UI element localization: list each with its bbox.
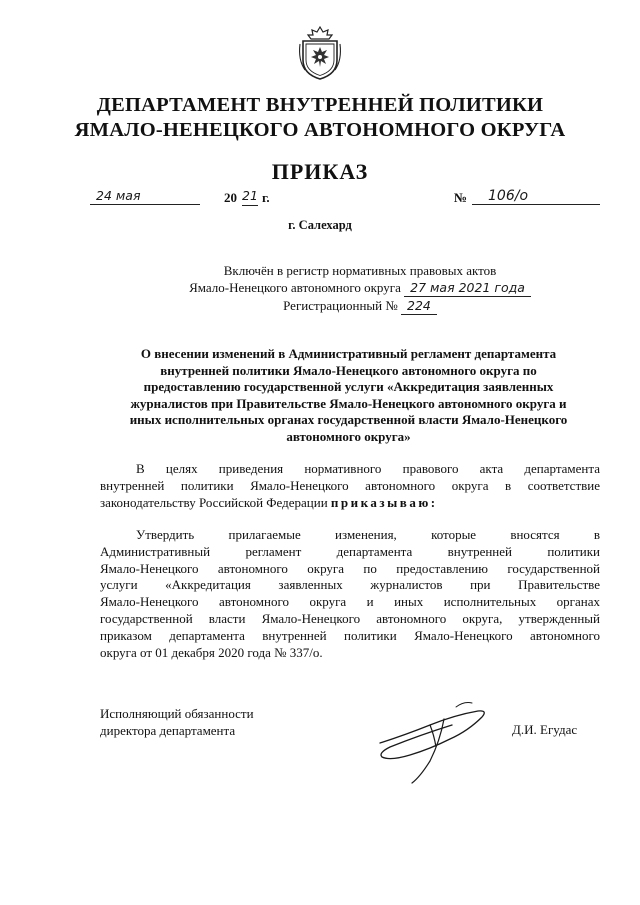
body-line: государственной власти Ямало-Ненецкого автономного округа, утвержденный xyxy=(100,610,600,626)
body-line: Ямало-Ненецкого автономного округа по предоставлению государственной xyxy=(100,560,600,576)
registry-line-3 xyxy=(150,297,570,315)
date-number-row xyxy=(88,188,600,208)
subject-line: журналистов при Правительстве Ямало-Ненецкого автономного округа и xyxy=(130,395,567,411)
registry-line-1: Включён в регистр нормативных правовых актов xyxy=(223,263,497,278)
signatory-name: Д.И. Егудас xyxy=(512,722,578,737)
order-year-suffix: 21 xyxy=(242,188,258,206)
city: г. Салехард xyxy=(288,218,352,232)
coat-of-arms-icon xyxy=(297,24,343,82)
subject-line: внутренней политики Ямало-Ненецкого автономного округа по xyxy=(160,362,537,378)
body-paragraph xyxy=(100,527,600,661)
subject-line: автономного округа» xyxy=(286,428,411,444)
preamble-paragraph xyxy=(100,461,600,511)
order-year-mark: г. xyxy=(262,190,270,205)
registry-line-3-prefix: Регистрационный № xyxy=(283,298,398,313)
registry-line-2 xyxy=(150,279,570,297)
department-line-2: ЯМАЛО-НЕНЕЦКОГО АВТОНОМНОГО ОКРУГА xyxy=(74,119,566,141)
body-line: Утвердить прилагаемые изменения, которые вносятся в xyxy=(136,527,600,542)
signatory-role xyxy=(100,705,320,739)
preamble-line-3 xyxy=(100,495,600,512)
registry-date: 27 мая 2021 года xyxy=(404,279,531,297)
order-year-prefix: 20 xyxy=(224,190,237,205)
registry-stamp xyxy=(150,262,570,315)
signatory-role-line-2: директора департамента xyxy=(100,723,236,738)
subject-line: предоставлению государственной услуги «Аккредитация заявленных xyxy=(143,379,554,394)
body-line: Ямало-Ненецкого автономного округа и иных исполнительных органах xyxy=(100,594,600,610)
order-date-day: 24 мая xyxy=(90,188,200,205)
preamble-line-3-prefix: законодательству Российской Федерации xyxy=(100,494,328,510)
order-verb: приказываю: xyxy=(330,494,438,510)
registry-line-2-prefix: Ямало-Ненецкого автономного округа xyxy=(189,280,401,295)
body-line: округа от 01 декабря 2020 года № 337/о. xyxy=(100,644,323,660)
signatory-role-line-1: Исполняющий обязанности xyxy=(100,706,254,721)
preamble-line-1: В целях приведения нормативного правового акта департамента xyxy=(136,461,600,476)
body-line: приказом департамента внутренней политики Ямало-Ненецкого автономного xyxy=(100,627,600,643)
department-line-1: ДЕПАРТАМЕНТ ВНУТРЕННЕЙ ПОЛИТИКИ xyxy=(96,94,544,116)
registry-number: 224 xyxy=(401,297,437,315)
order-number-sign: № xyxy=(454,190,468,205)
body-line: услуги «Аккредитация заявленных журналистов при Правительстве xyxy=(100,577,600,593)
department-name xyxy=(40,93,600,143)
order-number: 106/о xyxy=(472,188,600,205)
body-line: Административный регламент департамента внутренней политики xyxy=(100,543,600,559)
preamble-line-2: внутренней политики Ямало-Ненецкого автономного округа в соответствие xyxy=(100,477,600,493)
order-title: ПРИКАЗ xyxy=(271,159,369,184)
subject-line: О внесении изменений в Административный регламент департамента xyxy=(140,346,557,361)
order-subject xyxy=(96,346,601,445)
handwritten-signature-icon xyxy=(360,695,500,790)
subject-line: иных исполнительных органах государственной власти Ямало-Ненецкого xyxy=(129,412,568,427)
